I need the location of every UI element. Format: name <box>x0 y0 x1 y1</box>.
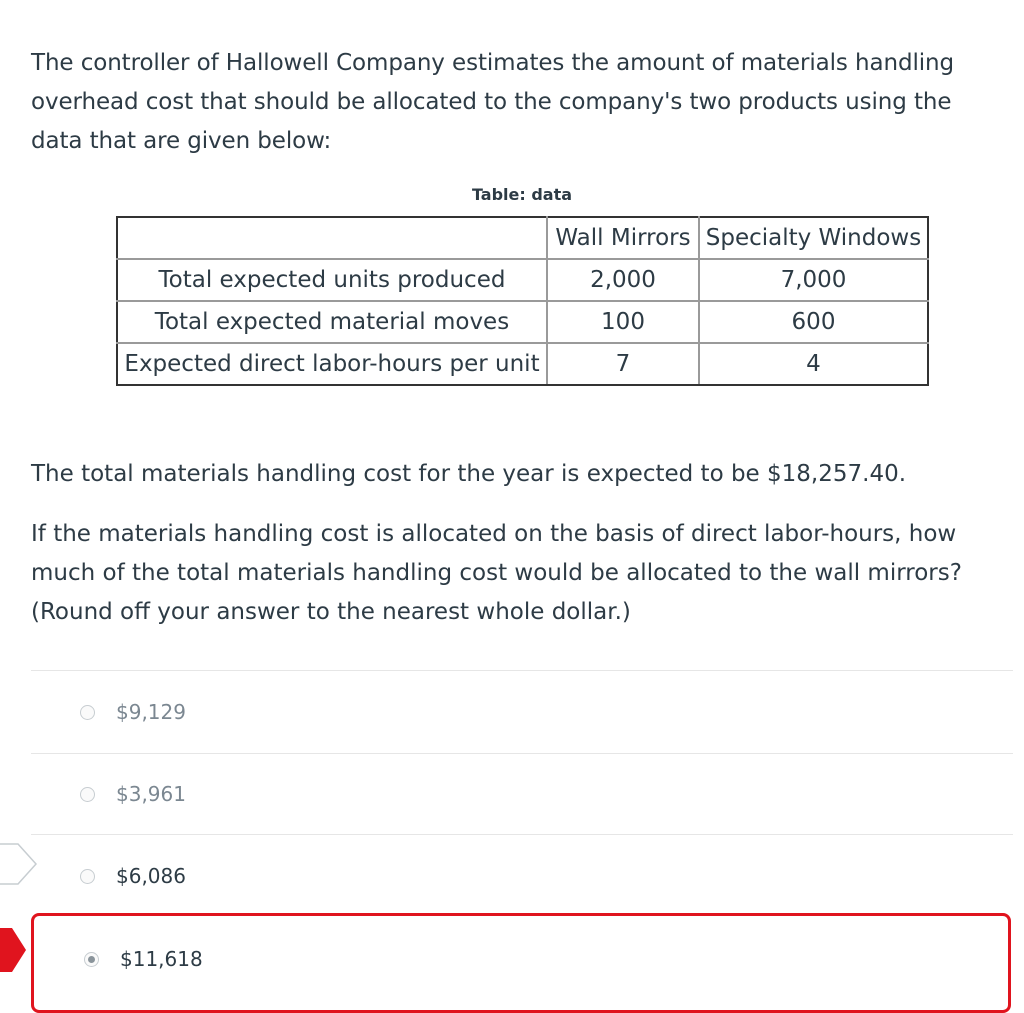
answer-option-1[interactable] <box>80 700 186 724</box>
cell-wall-mirrors: 7 <box>547 343 699 385</box>
answer-label: $6,086 <box>116 864 186 888</box>
table-row <box>117 343 928 385</box>
radio-button[interactable] <box>80 705 95 720</box>
answer-label: $9,129 <box>116 700 186 724</box>
answer-option-4[interactable] <box>84 947 203 971</box>
pointer-arrow-red-icon <box>0 928 26 972</box>
answer-option-3[interactable] <box>80 864 186 888</box>
cost-statement: The total materials handling cost for the year is expected to be $18,257.40. <box>31 461 907 487</box>
radio-button-selected[interactable] <box>84 952 99 967</box>
row-label: Expected direct labor-hours per unit <box>117 343 547 385</box>
row-label: Total expected units produced <box>117 259 547 301</box>
question-intro: The controller of Hallowell Company estimates the amount of materials handling overhead cost that should be allocated to the company's two products using the data that are given below: <box>31 50 955 154</box>
radio-button[interactable] <box>80 787 95 802</box>
cell-specialty-windows: 600 <box>699 301 928 343</box>
table-header-wall-mirrors: Wall Mirrors <box>547 217 699 259</box>
cell-specialty-windows: 4 <box>699 343 928 385</box>
cell-specialty-windows: 7,000 <box>699 259 928 301</box>
table-header-specialty-windows: Specialty Windows <box>699 217 928 259</box>
pointer-arrow-outline-icon <box>0 843 38 885</box>
table-row <box>117 301 928 343</box>
row-label: Total expected material moves <box>117 301 547 343</box>
cell-wall-mirrors: 100 <box>547 301 699 343</box>
question-prompt: If the materials handling cost is allocated on the basis of direct labor-hours, how much of the total materials handling cost would be allocated to the wall mirrors? (Round off your answer to the nearest whole dollar.) <box>31 521 962 625</box>
answer-option-2[interactable] <box>80 782 186 806</box>
answer-label: $11,618 <box>120 947 203 971</box>
table-header-blank <box>117 217 547 259</box>
cell-wall-mirrors: 2,000 <box>547 259 699 301</box>
table-row <box>117 259 928 301</box>
radio-button[interactable] <box>80 869 95 884</box>
answer-label: $3,961 <box>116 782 186 806</box>
divider <box>31 753 1013 754</box>
data-table <box>116 216 929 386</box>
divider <box>31 670 1013 671</box>
table-header-row <box>117 217 928 259</box>
table-caption: Table: data <box>471 185 573 204</box>
divider <box>31 834 1013 835</box>
